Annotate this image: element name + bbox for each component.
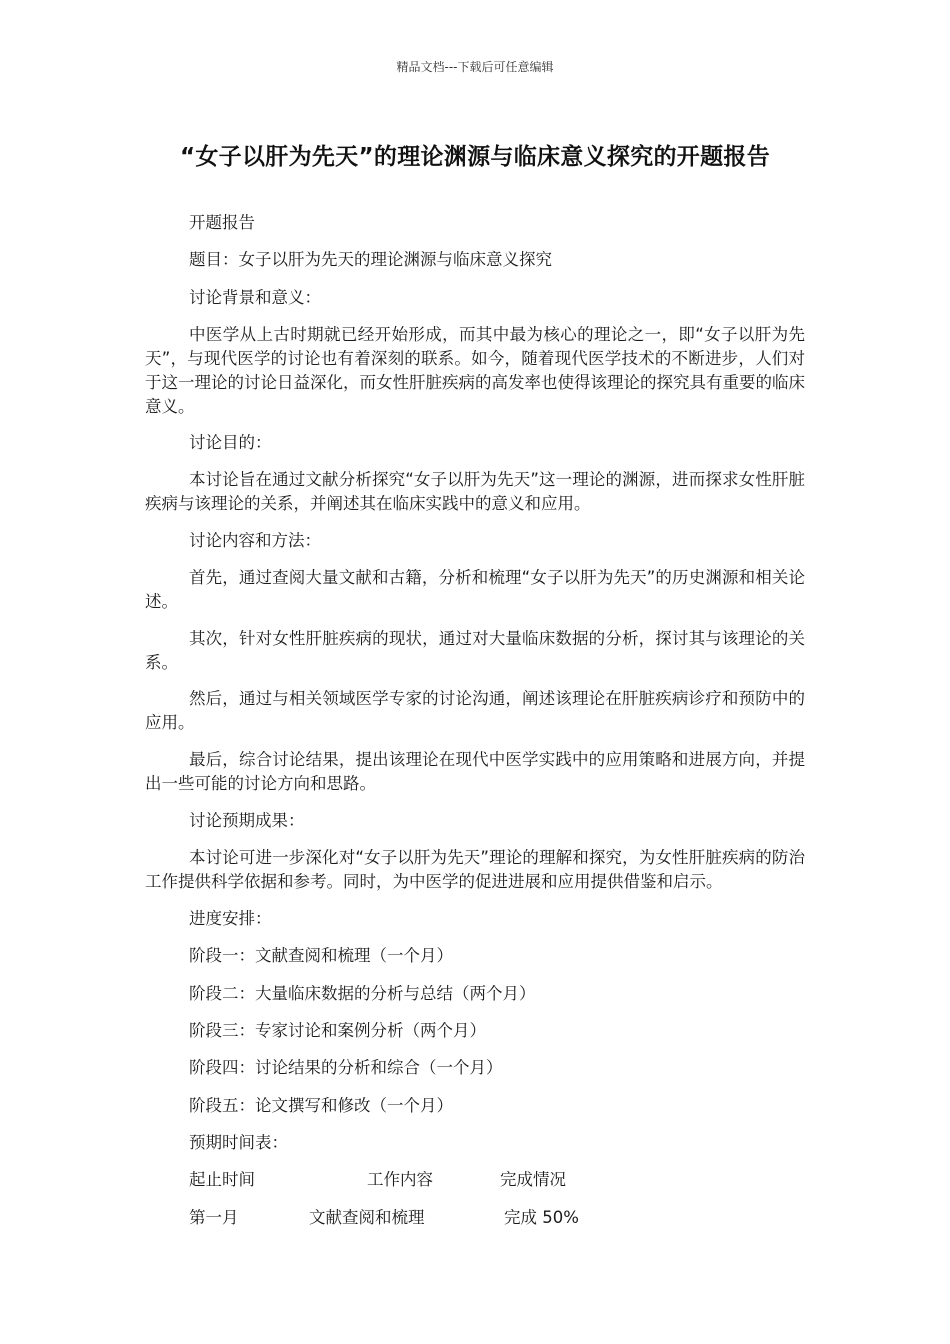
table-cell: 第一月 [189,1208,239,1227]
table-cell: 文献查阅和梳理 [309,1208,425,1227]
page-header: 精品文档---下载后可任意编辑 [396,60,554,74]
paragraph-outcomes: 本讨论可进一步深化对“女子以肝为先天”理论的理解和探究，为女性肝脏疾病的防治工作提供科学依据和参考。同时，为中医学的促进进展和应用提供借鉴和启示。 [145,848,805,891]
section-heading-method: 讨论内容和方法： [189,531,321,550]
paragraph-background: 中医学从上古时期就已经开始形成，而其中最为核心的理论之一，即“女子以肝为先天”，与现代医学的讨论也有着深刻的联系。如今，随着现代医学技术的不断进步，人们对于这一理论的讨论日益深化，而女性肝脏疾病的高发率也使得该理论的探究具有重要的临床意义。 [145,325,805,416]
document-title: “女子以肝为先天”的理论渊源与临床意义探究的开题报告 [179,144,771,170]
schedule-stage-5: 阶段五：论文撰写和修改（一个月） [189,1096,453,1115]
paragraph-method-third: 然后，通过与相关领域医学专家的讨论沟通，阐述该理论在肝脏疾病诊疗和预防中的应用。 [145,689,805,732]
paragraph-label-report: 开题报告 [189,213,255,232]
schedule-stage-2: 阶段二：大量临床数据的分析与总结（两个月） [189,984,536,1003]
paragraph-method-first: 首先，通过查阅大量文献和古籍，分析和梳理“女子以肝为先天”的历史渊源和相关论述。 [145,568,805,611]
schedule-stage-4: 阶段四：讨论结果的分析和综合（一个月） [189,1058,503,1077]
paragraph-method-last: 最后，综合讨论结果，提出该理论在现代中医学实践中的应用策略和进展方向，并提出一些可能的讨论方向和思路。 [145,750,805,793]
paragraph-method-second: 其次，针对女性肝脏疾病的现状，通过对大量临床数据的分析，探讨其与该理论的关系。 [145,629,805,672]
table-header-cell: 起止时间 [189,1170,255,1189]
section-heading-schedule: 进度安排： [189,909,272,928]
schedule-stage-1: 阶段一：文献查阅和梳理（一个月） [189,946,453,965]
table-row [189,1206,789,1230]
paragraph-purpose: 本讨论旨在通过文献分析探究“女子以肝为先天”这一理论的渊源，进而探求女性肝脏疾病与该理论的关系，并阐述其在临床实践中的意义和应用。 [145,470,805,513]
table-header-cell: 工作内容 [367,1170,433,1189]
table-cell: 完成 50% [504,1208,579,1227]
table-header-cell: 完成情况 [500,1170,566,1189]
table-header-row [189,1168,789,1192]
section-heading-purpose: 讨论目的： [189,433,272,452]
schedule-stage-3: 阶段三：专家讨论和案例分析（两个月） [189,1021,486,1040]
section-heading-outcomes: 讨论预期成果： [189,811,305,830]
section-heading-timetable: 预期时间表： [189,1133,288,1152]
section-heading-background: 讨论背景和意义： [189,288,321,307]
paragraph-topic: 题目：女子以肝为先天的理论渊源与临床意义探究 [189,250,552,269]
